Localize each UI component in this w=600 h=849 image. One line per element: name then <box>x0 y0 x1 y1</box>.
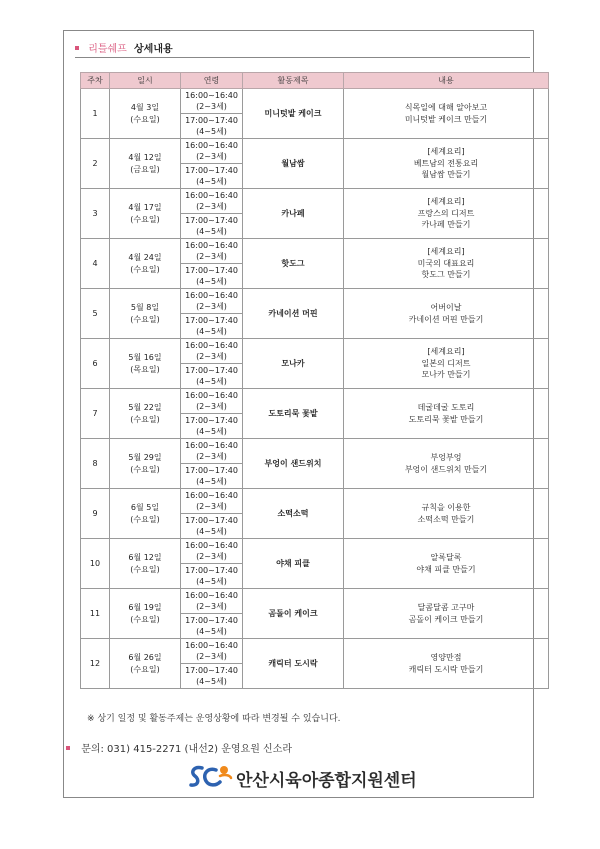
weekday-text: (수요일) <box>130 514 160 524</box>
time-range: 16:00~16:40 <box>185 540 238 550</box>
age-slot-cell <box>181 139 243 164</box>
date-cell <box>110 239 181 289</box>
time-range: 17:00~17:40 <box>185 665 238 675</box>
date-cell <box>110 589 181 639</box>
age-range: (2~3세) <box>196 452 227 461</box>
time-range: 16:00~16:40 <box>185 240 238 250</box>
activity-title: 부엉이 샌드위치 <box>243 439 344 489</box>
age-range: (4~5세) <box>196 377 227 386</box>
activity-content <box>344 89 549 139</box>
table-row <box>81 189 549 214</box>
time-range: 16:00~16:40 <box>185 290 238 300</box>
age-slot-cell <box>181 664 243 689</box>
age-range: (4~5세) <box>196 677 227 686</box>
weekday-text: (수요일) <box>130 264 160 274</box>
content-line: 야채 피클 만들기 <box>416 564 476 574</box>
time-range: 16:00~16:40 <box>185 490 238 500</box>
time-range: 16:00~16:40 <box>185 190 238 200</box>
content-line: 어버이날 <box>430 303 462 312</box>
header-date: 일시 <box>110 73 181 89</box>
age-slot-cell <box>181 164 243 189</box>
week-cell: 10 <box>81 539 110 589</box>
table-row <box>81 489 549 514</box>
date-text: 6월 5일 <box>130 503 160 512</box>
age-range: (4~5세) <box>196 177 227 186</box>
weekday-text: (수요일) <box>130 314 160 324</box>
age-range: (4~5세) <box>196 427 227 436</box>
date-cell <box>110 189 181 239</box>
program-name: 리틀쉐프 <box>88 44 127 55</box>
activity-content <box>344 289 549 339</box>
age-slot-cell <box>181 564 243 589</box>
age-range: (2~3세) <box>196 652 227 661</box>
age-slot-cell <box>181 264 243 289</box>
content-line: 곰돌이 케이크 만들기 <box>408 614 484 624</box>
activity-content <box>344 639 549 689</box>
time-range: 16:00~16:40 <box>185 590 238 600</box>
time-range: 17:00~17:40 <box>185 165 238 175</box>
time-range: 16:00~16:40 <box>185 440 238 450</box>
time-range: 16:00~16:40 <box>185 90 238 100</box>
weekday-text: (수요일) <box>130 464 160 474</box>
content-line: [세계요리] <box>427 247 465 257</box>
age-slot-cell <box>181 489 243 514</box>
date-cell <box>110 289 181 339</box>
age-slot-cell <box>181 614 243 639</box>
age-range: (4~5세) <box>196 127 227 136</box>
age-range: (2~3세) <box>196 352 227 361</box>
age-slot-cell <box>181 339 243 364</box>
age-slot-cell <box>181 414 243 439</box>
contact-info <box>66 740 292 755</box>
age-slot-cell <box>181 314 243 339</box>
activity-content <box>344 239 549 289</box>
age-range: (2~3세) <box>196 102 227 111</box>
week-cell: 8 <box>81 439 110 489</box>
content-line: 베트남의 전통요리 <box>413 158 479 168</box>
age-range: (2~3세) <box>196 152 227 161</box>
content-line: 도토리묵 꽃밭 만들기 <box>408 414 484 424</box>
week-cell: 3 <box>81 189 110 239</box>
weekday-text: (수요일) <box>130 564 160 574</box>
week-cell: 1 <box>81 89 110 139</box>
content-line: 일본의 디저트 <box>421 358 471 368</box>
bullet-icon <box>66 746 70 750</box>
week-cell: 5 <box>81 289 110 339</box>
time-range: 17:00~17:40 <box>185 565 238 575</box>
center-logo-icon <box>188 764 234 790</box>
weekday-text: (수요일) <box>130 614 160 624</box>
content-line: 월남쌈 만들기 <box>421 170 471 180</box>
activity-title: 곰돌이 케이크 <box>243 589 344 639</box>
table-row <box>81 339 549 364</box>
activity-content <box>344 439 549 489</box>
weekday-text: (수요일) <box>130 214 160 224</box>
time-range: 16:00~16:40 <box>185 390 238 400</box>
content-line: 달콤달콤 고구마 <box>417 603 475 612</box>
date-text: 5월 29일 <box>128 453 162 462</box>
time-range: 17:00~17:40 <box>185 615 238 625</box>
age-range: (2~3세) <box>196 402 227 411</box>
activity-title: 카나페 <box>243 189 344 239</box>
date-cell <box>110 539 181 589</box>
activity-title: 핫도그 <box>243 239 344 289</box>
time-range: 17:00~17:40 <box>185 115 238 125</box>
content-line: 프랑스의 디저트 <box>417 208 475 218</box>
age-range: (2~3세) <box>196 552 227 561</box>
age-range: (4~5세) <box>196 227 227 236</box>
content-line: 미니텃밭 케이크 만들기 <box>404 114 488 124</box>
time-range: 16:00~16:40 <box>185 140 238 150</box>
age-range: (2~3세) <box>196 252 227 261</box>
activity-content <box>344 489 549 539</box>
age-range: (2~3세) <box>196 202 227 211</box>
age-slot-cell <box>181 89 243 114</box>
week-cell: 2 <box>81 139 110 189</box>
activity-title: 월남쌈 <box>243 139 344 189</box>
week-cell: 4 <box>81 239 110 289</box>
table-row <box>81 439 549 464</box>
weekday-text: (수요일) <box>130 414 160 424</box>
content-line: 식목일에 대해 알아보고 <box>404 103 488 112</box>
weekday-text: (금요일) <box>130 164 160 174</box>
content-line: 카나페 만들기 <box>421 220 471 230</box>
age-range: (4~5세) <box>196 277 227 286</box>
age-slot-cell <box>181 639 243 664</box>
age-range: (2~3세) <box>196 302 227 311</box>
date-cell <box>110 639 181 689</box>
age-slot-cell <box>181 239 243 264</box>
time-range: 17:00~17:40 <box>185 515 238 525</box>
time-range: 16:00~16:40 <box>185 640 238 650</box>
content-line: 영양만점 <box>430 653 462 662</box>
age-range: (2~3세) <box>196 602 227 611</box>
week-cell: 7 <box>81 389 110 439</box>
table-row <box>81 289 549 314</box>
date-cell <box>110 389 181 439</box>
content-line: 미국의 대표요리 <box>417 258 475 268</box>
content-line: 부엉부엉 <box>430 453 462 462</box>
date-text: 4월 12일 <box>128 153 162 162</box>
age-slot-cell <box>181 364 243 389</box>
week-cell: 9 <box>81 489 110 539</box>
time-range: 17:00~17:40 <box>185 315 238 325</box>
activity-title: 야채 피클 <box>243 539 344 589</box>
content-line: [세계요리] <box>427 147 465 157</box>
organization-name: 안산시육아종합지원센터 <box>236 771 417 791</box>
week-cell: 6 <box>81 339 110 389</box>
age-slot-cell <box>181 514 243 539</box>
date-text: 6월 19일 <box>128 603 162 612</box>
title-divider <box>75 57 530 58</box>
week-cell: 12 <box>81 639 110 689</box>
date-cell <box>110 339 181 389</box>
activity-title: 카네이션 머핀 <box>243 289 344 339</box>
date-text: 4월 24일 <box>128 253 162 262</box>
activity-title: 캐릭터 도시락 <box>243 639 344 689</box>
table-header-row <box>81 73 549 89</box>
time-range: 17:00~17:40 <box>185 365 238 375</box>
schedule-body <box>81 89 549 689</box>
content-line: 모나카 만들기 <box>421 370 471 380</box>
date-text: 4월 3일 <box>130 103 160 112</box>
date-text: 6월 12일 <box>128 553 162 562</box>
age-range: (4~5세) <box>196 527 227 536</box>
time-range: 17:00~17:40 <box>185 465 238 475</box>
age-range: (4~5세) <box>196 477 227 486</box>
activity-content <box>344 139 549 189</box>
date-cell <box>110 89 181 139</box>
section-title <box>75 40 173 55</box>
header-title: 활동제목 <box>243 73 344 89</box>
date-cell <box>110 489 181 539</box>
activity-title: 모나카 <box>243 339 344 389</box>
age-slot-cell <box>181 539 243 564</box>
date-text: 4월 17일 <box>128 203 162 212</box>
contact-text: 문의: 031) 415-2271 (내선2) 운영요원 신소라 <box>81 744 293 755</box>
age-range: (4~5세) <box>196 327 227 336</box>
content-line: 규칙을 이용한 <box>421 503 471 512</box>
age-slot-cell <box>181 189 243 214</box>
activity-content <box>344 339 549 389</box>
table-row <box>81 389 549 414</box>
week-cell: 11 <box>81 589 110 639</box>
schedule-table <box>80 72 549 689</box>
activity-title: 도토리묵 꽃밭 <box>243 389 344 439</box>
activity-title: 미니텃밭 케이크 <box>243 89 344 139</box>
weekday-text: (목요일) <box>130 364 160 374</box>
date-cell <box>110 439 181 489</box>
age-slot-cell <box>181 439 243 464</box>
weekday-text: (수요일) <box>130 664 160 674</box>
weekday-text: (수요일) <box>130 114 160 124</box>
age-range: (4~5세) <box>196 577 227 586</box>
header-age: 연령 <box>181 73 243 89</box>
age-range: (2~3세) <box>196 502 227 511</box>
table-row <box>81 139 549 164</box>
content-line: 데굴데굴 도토리 <box>417 403 475 412</box>
table-row <box>81 239 549 264</box>
activity-content <box>344 589 549 639</box>
content-line: 캐릭터 도시락 만들기 <box>408 664 484 674</box>
date-text: 6월 26일 <box>128 653 162 662</box>
activity-title: 소떡소떡 <box>243 489 344 539</box>
content-line: 소떡소떡 만들기 <box>417 514 475 524</box>
age-slot-cell <box>181 389 243 414</box>
age-range: (4~5세) <box>196 627 227 636</box>
activity-content <box>344 389 549 439</box>
content-line: 알록달록 <box>430 553 462 562</box>
age-slot-cell <box>181 589 243 614</box>
time-range: 17:00~17:40 <box>185 215 238 225</box>
activity-content <box>344 189 549 239</box>
date-cell <box>110 139 181 189</box>
time-range: 17:00~17:40 <box>185 265 238 275</box>
table-row <box>81 89 549 114</box>
date-text: 5월 8일 <box>130 303 160 312</box>
age-slot-cell <box>181 114 243 139</box>
content-line: 부엉이 샌드위치 만들기 <box>404 464 488 474</box>
date-text: 5월 16일 <box>128 353 162 362</box>
content-line: 카네이션 머핀 만들기 <box>408 314 484 324</box>
time-range: 17:00~17:40 <box>185 415 238 425</box>
age-slot-cell <box>181 289 243 314</box>
age-slot-cell <box>181 464 243 489</box>
age-slot-cell <box>181 214 243 239</box>
content-line: 핫도그 만들기 <box>421 270 471 280</box>
schedule-note: ※ 상기 일정 및 활동주제는 운영상황에 따라 변경될 수 있습니다. <box>87 714 341 724</box>
header-content: 내용 <box>344 73 549 89</box>
content-line: [세계요리] <box>427 197 465 207</box>
table-row <box>81 589 549 614</box>
time-range: 16:00~16:40 <box>185 340 238 350</box>
content-line: [세계요리] <box>427 347 465 357</box>
header-week: 주차 <box>81 73 110 89</box>
date-text: 5월 22일 <box>128 403 162 412</box>
section-heading: 상세내용 <box>134 44 173 55</box>
table-row <box>81 539 549 564</box>
bullet-icon <box>75 46 79 50</box>
table-row <box>81 639 549 664</box>
activity-content <box>344 539 549 589</box>
